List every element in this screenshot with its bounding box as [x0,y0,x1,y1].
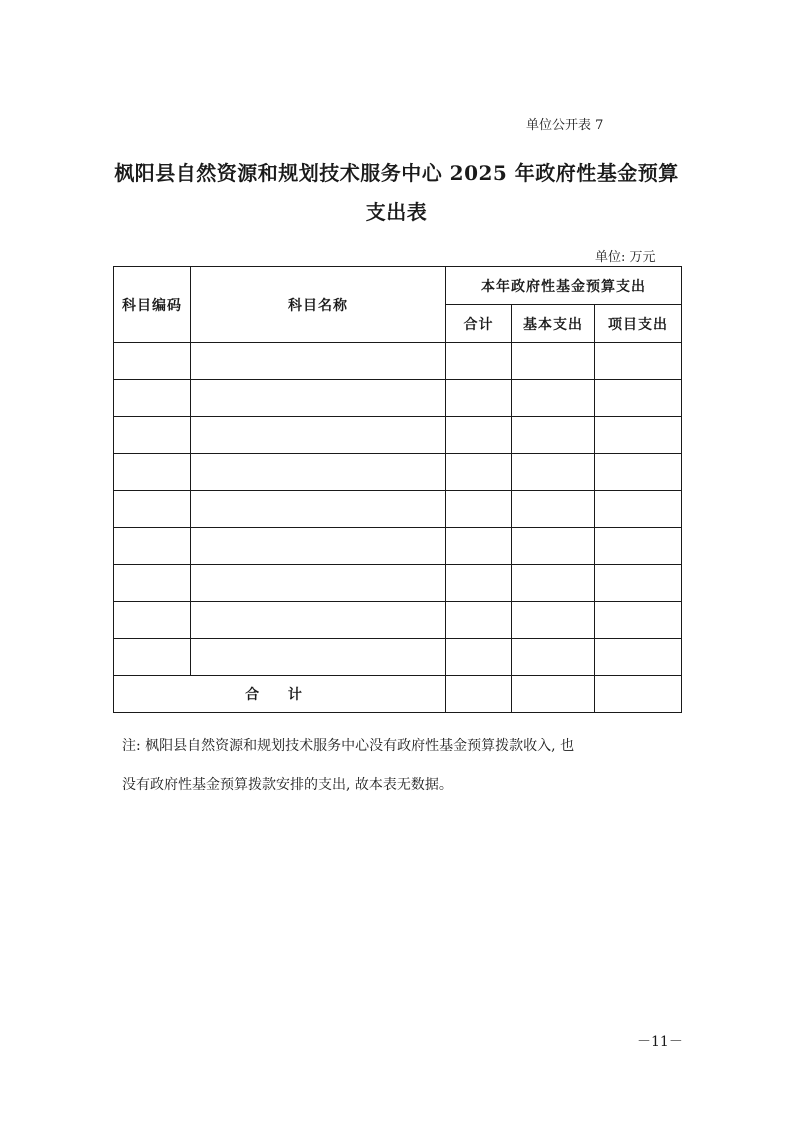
table-cell [595,602,682,639]
table-cell [191,417,446,454]
table-row [114,565,682,602]
table-cell [512,417,595,454]
table-cell [114,343,191,380]
table-row [114,417,682,454]
table-cell [446,639,512,676]
table-cell [512,343,595,380]
table-cell [114,491,191,528]
table-cell [595,343,682,380]
table-cell [114,565,191,602]
table-cell [595,639,682,676]
table-cell [191,454,446,491]
total-cell [595,676,682,713]
table-cell [595,380,682,417]
header-name: 科目名称 [191,267,446,343]
table-cell [446,565,512,602]
total-cell [512,676,595,713]
table-cell [114,380,191,417]
table-cell [512,528,595,565]
table-cell [595,565,682,602]
page-title-line-1: 枫阳县自然资源和规划技术服务中心 2025 年政府性基金预算 [114,161,679,185]
table-header-row-1 [114,267,682,305]
table-row [114,639,682,676]
table-cell [114,602,191,639]
header-project: 项目支出 [595,305,682,343]
table-cell [512,491,595,528]
header-code: 科目编码 [114,267,191,343]
table-cell [114,454,191,491]
table-row [114,380,682,417]
table-cell [446,491,512,528]
table-cell [446,602,512,639]
table-row [114,343,682,380]
total-row [114,676,682,713]
table-row [114,491,682,528]
table-cell [512,380,595,417]
table-cell [191,639,446,676]
table-cell [114,417,191,454]
table-cell [595,454,682,491]
note-line-1: 注: 枫阳县自然资源和规划技术服务中心没有政府性基金预算拨款收入, 也 [122,738,575,754]
table-reference: 单位公开表 7 [526,118,604,133]
table-cell [446,417,512,454]
budget-table [113,266,682,713]
table-cell [595,417,682,454]
table-row [114,602,682,639]
table-cell [595,528,682,565]
table-cell [512,454,595,491]
table-body [114,343,682,676]
total-label: 合 计 [114,676,446,713]
table-cell [446,528,512,565]
header-total: 合计 [446,305,512,343]
table-cell [512,639,595,676]
note-line-2: 没有政府性基金预算拨款安排的支出, 故本表无数据。 [122,777,453,793]
table-row [114,454,682,491]
table-cell [446,380,512,417]
table-cell [595,491,682,528]
total-cell [446,676,512,713]
table-cell [446,454,512,491]
table-cell [512,565,595,602]
table-cell [191,343,446,380]
unit-label: 单位: 万元 [595,250,656,265]
table-cell [191,565,446,602]
table-cell [446,343,512,380]
table-cell [512,602,595,639]
table-row [114,528,682,565]
table-cell [191,528,446,565]
page-number: －11－ [637,1034,683,1050]
table-cell [114,528,191,565]
header-basic: 基本支出 [512,305,595,343]
table-cell [191,380,446,417]
header-group: 本年政府性基金预算支出 [446,267,682,305]
page-title-line-2: 支出表 [365,200,428,224]
table-cell [191,602,446,639]
table-cell [191,491,446,528]
table-cell [114,639,191,676]
